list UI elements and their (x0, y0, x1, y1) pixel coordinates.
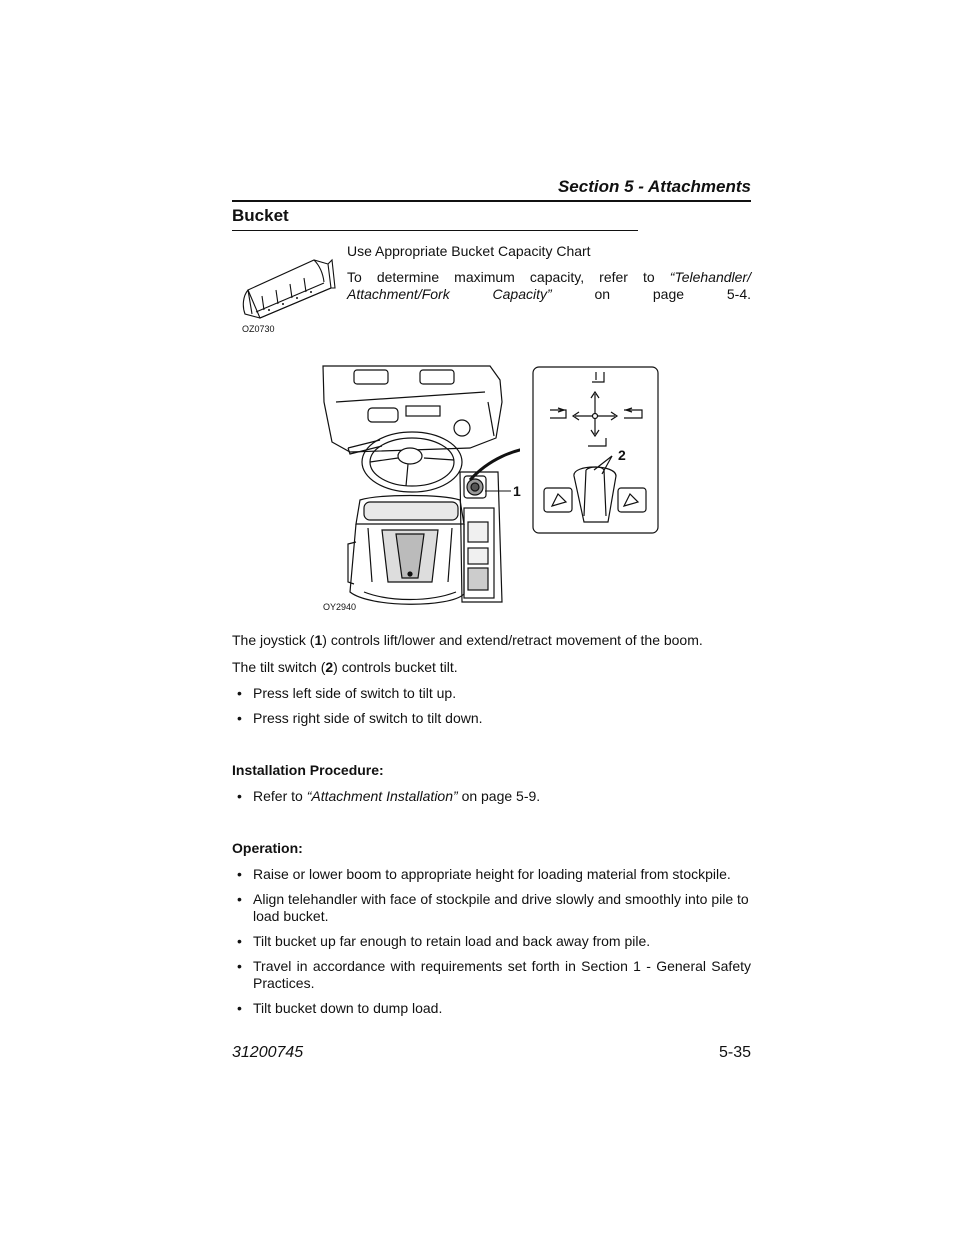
capacity-chart-label: Use Appropriate Bucket Capacity Chart (347, 243, 591, 259)
joystick-text-b: ) controls lift/lower and extend/retract movement of the boom. (322, 632, 703, 648)
page-title: Bucket (232, 206, 289, 225)
bucket-illustration (236, 252, 336, 324)
tilt-text-b: ) controls bucket tilt. (333, 659, 458, 675)
installation-list (232, 788, 751, 813)
callout-2: 2 (618, 447, 626, 463)
list-item: • Press right side of switch to tilt down. (232, 710, 751, 727)
cab-figure-code: OY2940 (323, 602, 357, 612)
capacity-prefix: To determine maximum capacity, refer to (347, 269, 655, 285)
installation-refer-prefix: Refer to (253, 788, 303, 804)
joystick-text-a: The joystick ( (232, 632, 315, 648)
bucket-figure-code: OZ0730 (242, 324, 275, 334)
capacity-line-1 (347, 269, 751, 303)
document-number: 31200745 (232, 1044, 304, 1061)
capacity-suffix: on page 5-4. (594, 286, 751, 302)
installation-heading: Installation Procedure: (232, 762, 384, 778)
list-item: • Align telehandler with face of stockpile and drive slowly and smoothly into pile to load bucket. (232, 891, 751, 925)
tilt-text-a: The tilt switch ( (232, 659, 326, 675)
capacity-link[interactable]: “Telehandler/ Attachment/Fork Capacity” (347, 269, 751, 302)
tilt-number: 2 (325, 659, 334, 675)
joystick-inset (532, 366, 660, 534)
joystick-description (232, 632, 703, 649)
list-item: • Tilt bucket up far enough to retain load and back away from pile. (232, 933, 751, 950)
joystick-number: 1 (314, 632, 323, 648)
list-item: • Tilt bucket down to dump load. (232, 1000, 751, 1017)
operation-heading: Operation: (232, 840, 303, 856)
section-title: Section 5 - Attachments (557, 177, 751, 196)
installation-refer-suffix: on page 5-9. (461, 788, 541, 804)
list-item: • Travel in accordance with requirements set forth in Section 1 - General Safety Practices. (232, 958, 751, 992)
tilt-description (232, 659, 458, 676)
operation-list (232, 866, 751, 1025)
callout-1-leader (485, 487, 513, 495)
list-item: • Raise or lower boom to appropriate height for loading material from stockpile. (232, 866, 751, 883)
installation-link[interactable]: “Attachment Installation” (306, 788, 458, 804)
callout-1: 1 (513, 483, 521, 499)
page-number: 5-35 (718, 1044, 751, 1061)
list-item (232, 788, 751, 805)
list-item: • Press left side of switch to tilt up. (232, 685, 751, 702)
title-rule (232, 230, 638, 231)
header-rule (232, 200, 751, 202)
tilt-bullet-list (232, 685, 751, 735)
